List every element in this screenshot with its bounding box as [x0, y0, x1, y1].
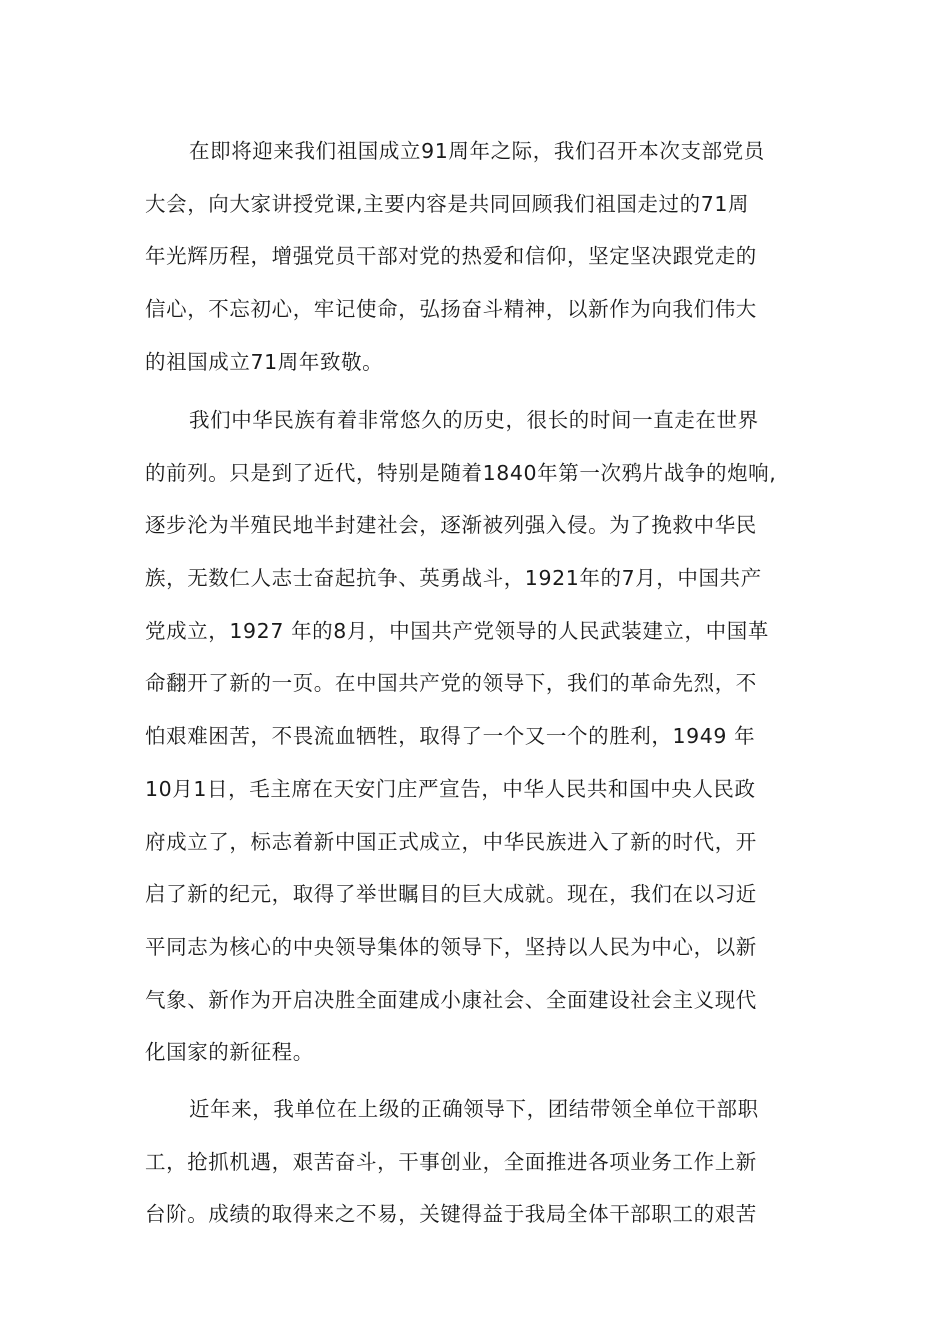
paragraph-line: 族，无数仁人志士奋起抗争、英勇战斗，1921年的7月，中国共产 [145, 566, 762, 591]
paragraph-2 [145, 394, 815, 1079]
paragraph-line: 化国家的新征程。 [145, 1040, 314, 1065]
paragraph-line: 逐步沦为半殖民地半封建社会，逐渐被列强入侵。为了挽救中华民 [145, 513, 757, 538]
paragraph-line: 府成立了，标志着新中国正式成立，中华民族进入了新的时代，开 [145, 829, 757, 854]
paragraph-1 [145, 125, 815, 388]
paragraph-line: 信心，不忘初心，牢记使命，弘扬奋斗精神，以新作为向我们伟大 [145, 297, 757, 322]
paragraph-line: 的祖国成立71周年致敬。 [145, 349, 384, 374]
paragraph-3 [145, 1083, 815, 1241]
paragraph-line: 党成立，1927 年的8月，中国共产党领导的人民武装建立，中国革 [145, 618, 769, 643]
paragraph-line: 平同志为核心的中央领导集体的领导下，坚持以人民为中心，以新 [145, 934, 757, 959]
paragraph-line: 怕艰难困苦，不畏流血牺牲，取得了一个又一个的胜利，1949 年 [145, 724, 756, 749]
paragraph-line: 命翻开了新的一页。在中国共产党的领导下，我们的革命先烈，不 [145, 671, 757, 696]
paragraph-line: 启了新的纪元，取得了举世瞩目的巨大成就。现在，我们在以习近 [145, 882, 757, 907]
paragraph-line: 大会，向大家讲授党课,主要内容是共同回顾我们祖国走过的71周 [145, 191, 750, 216]
paragraph-line: 在即将迎来我们祖国成立91周年之际，我们召开本次支部党员 [189, 139, 765, 163]
paragraph-line: 气象、新作为开启决胜全面建成小康社会、全面建设社会主义现代 [145, 987, 757, 1012]
paragraph-line: 台阶。成绩的取得来之不易，关键得益于我局全体干部职工的艰苦 [145, 1202, 757, 1227]
paragraph-line: 我们中华民族有着非常悠久的历史，很长的时间一直走在世界 [189, 408, 759, 432]
paragraph-line: 的前列。只是到了近代，特别是随着1840年第一次鸦片战争的炮响, [145, 460, 777, 485]
paragraph-line: 工，抢抓机遇，艰苦奋斗，干事创业，全面推进各项业务工作上新 [145, 1149, 757, 1174]
paragraph-line: 10月1日，毛主席在天安门庄严宣告，中华人民共和国中央人民政 [145, 776, 756, 801]
paragraph-line: 年光辉历程，增强党员干部对党的热爱和信仰，坚定坚决跟党走的 [145, 244, 757, 269]
paragraph-line: 近年来，我单位在上级的正确领导下，团结带领全单位干部职 [189, 1097, 759, 1121]
